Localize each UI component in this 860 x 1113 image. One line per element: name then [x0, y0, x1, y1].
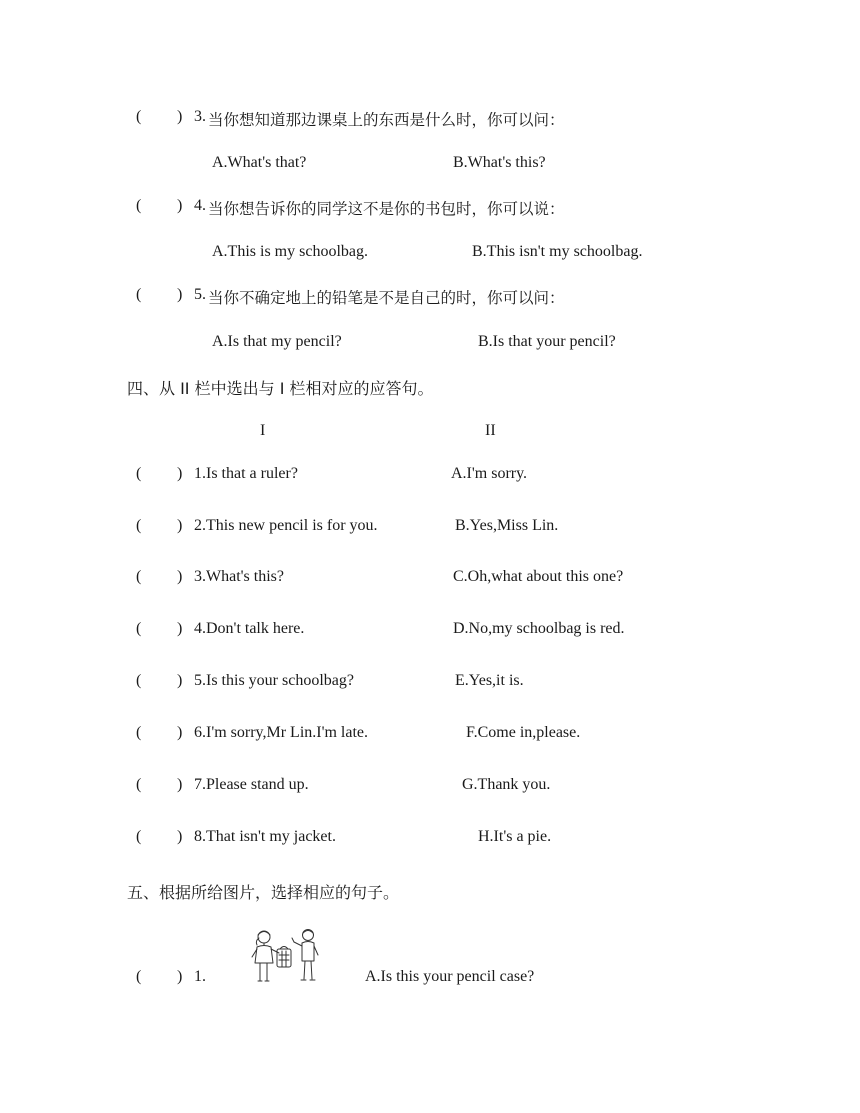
- match-question: 4.Don't talk here.: [194, 620, 305, 637]
- answer-bracket-close: ): [177, 776, 183, 793]
- answer-bracket-close: ): [177, 620, 183, 637]
- answer-bracket-close: ): [177, 465, 183, 482]
- option-b: B.Is that your pencil?: [478, 333, 616, 350]
- option-a: A.What's that?: [212, 154, 307, 171]
- match-question: 3.What's this?: [194, 568, 284, 585]
- question-stem: 当你想知道那边课桌上的东西是什么时，你可以问：: [208, 111, 565, 129]
- question-number: 5.: [194, 286, 206, 303]
- match-question: 6.I'm sorry,Mr Lin.I'm late.: [194, 724, 369, 741]
- section-heading-5: 五、根据所给图片，选择相应的句子。: [127, 883, 400, 902]
- answer-bracket-open: (: [136, 465, 142, 482]
- section-heading-4: 四、从 II 栏中选出与 I 栏相对应的应答句。: [127, 379, 434, 398]
- question-number: 4.: [194, 197, 206, 214]
- match-question: 2.This new pencil is for you.: [194, 517, 378, 534]
- match-answer: B.Yes,Miss Lin.: [455, 517, 559, 534]
- match-answer: H.It's a pie.: [478, 828, 552, 845]
- option-a: A.Is that my pencil?: [212, 333, 342, 350]
- answer-bracket-open: (: [136, 517, 142, 534]
- match-answer: F.Come in,please.: [466, 724, 581, 741]
- answer-bracket-open: (: [136, 968, 142, 985]
- answer-bracket-open: (: [136, 286, 142, 303]
- match-answer: G.Thank you.: [462, 776, 551, 793]
- option-b: B.This isn't my schoolbag.: [472, 243, 643, 260]
- match-answer: C.Oh,what about this one?: [453, 568, 624, 585]
- answer-bracket-close: ): [177, 968, 183, 985]
- question-number: 3.: [194, 108, 206, 125]
- match-question: 5.Is this your schoolbag?: [194, 672, 354, 689]
- answer-bracket-close: ): [177, 724, 183, 741]
- answer-bracket-open: (: [136, 724, 142, 741]
- match-answer: D.No,my schoolbag is red.: [453, 620, 625, 637]
- option-a: A.This is my schoolbag.: [212, 243, 368, 260]
- answer-bracket-open: (: [136, 828, 142, 845]
- match-question: 1.Is that a ruler?: [194, 465, 298, 482]
- match-question: 7.Please stand up.: [194, 776, 309, 793]
- match-answer: A.I'm sorry.: [451, 465, 528, 482]
- answer-bracket-open: (: [136, 776, 142, 793]
- two-children-schoolbag-illustration: [248, 925, 324, 985]
- answer-bracket-open: (: [136, 108, 142, 125]
- question-stem: 当你不确定地上的铅笔是不是自己的时，你可以问：: [208, 289, 565, 307]
- answer-bracket-close: ): [177, 828, 183, 845]
- match-answer: E.Yes,it is.: [455, 672, 524, 689]
- answer-bracket-close: ): [177, 517, 183, 534]
- answer-bracket-open: (: [136, 672, 142, 689]
- answer-bracket-close: ): [177, 568, 183, 585]
- answer-bracket-close: ): [177, 197, 183, 214]
- option-b: B.What's this?: [453, 154, 546, 171]
- question-number: 1.: [194, 968, 206, 985]
- answer-bracket-close: ): [177, 672, 183, 689]
- column-header-i: I: [260, 422, 266, 439]
- answer-bracket-open: (: [136, 568, 142, 585]
- answer-bracket-close: ): [177, 286, 183, 303]
- question-stem: 当你想告诉你的同学这不是你的书包时，你可以说：: [208, 200, 565, 218]
- answer-bracket-close: ): [177, 108, 183, 125]
- match-question: 8.That isn't my jacket.: [194, 828, 336, 845]
- column-header-ii: II: [485, 422, 496, 439]
- option-a: A.Is this your pencil case?: [365, 968, 535, 985]
- answer-bracket-open: (: [136, 197, 142, 214]
- answer-bracket-open: (: [136, 620, 142, 637]
